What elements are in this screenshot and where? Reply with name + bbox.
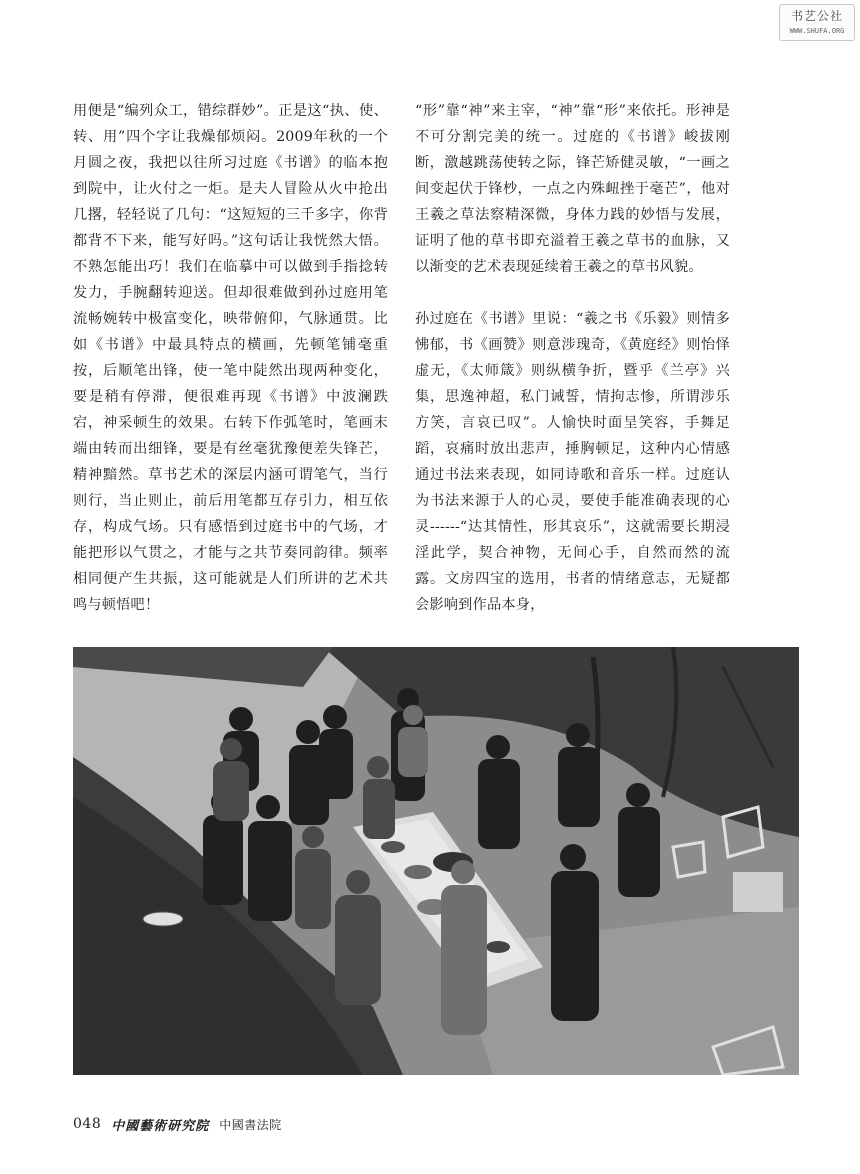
right-paragraph-1: “形”靠“神”来主宰，“神”靠“形”来依托。形神是不可分割完美的统一。过庭的《书谱》峻拔刚断，激越跳荡使转之际，锋芒矫健灵敏，“一画之间变起伏于锋杪，一点之内殊衄挫于毫芒”，他对王羲之草法察精深微，身体力践的妙悟与发展，证明了他的草书即充溢着王羲之草书的血脉，又以渐变的艺术表现延续着王羲之的草书风貌。 bbox=[415, 103, 730, 275]
right-paragraph-2: 孙过庭在《书谱》里说：“羲之书《乐毅》则情多怫郁，书《画赞》则意涉瑰奇，《黄庭经》则怡怿虚无，《太师箴》则纵横争折，暨乎《兰亭》兴集，思逸神超，私门诫誓，情拘志惨，所谓涉乐方笑，言哀已叹”。人愉快时面呈笑容，手舞足蹈，哀痛时放出悲声，捶胸顿足，这种内心情感通过书法来表现，如同诗歌和音乐一样。过庭认为书法来源于人的心灵，要使手能准确表现的心灵------“达其情性，形其哀乐”，这就需要长期浸淫此学，契合神物，无间心手，自然而然的流露。文房四宝的选用，书者的情绪意志，无疑都会影响到作品本身， bbox=[415, 311, 730, 613]
watermark-logo bbox=[779, 4, 855, 41]
group-photo-illustration bbox=[73, 647, 799, 1075]
school-name: 中國書法院 bbox=[219, 1117, 282, 1132]
watermark-url: WWW.SHUFA.ORG bbox=[789, 27, 845, 35]
left-text-column bbox=[73, 98, 388, 618]
group-photo bbox=[73, 647, 799, 1075]
institute-name: 中國藝術研究院 bbox=[111, 1118, 210, 1134]
right-text-column bbox=[415, 98, 730, 618]
left-paragraph: 用便是“编列众工，错综群妙”。正是这“执、使、转、用”四个字让我燥郁烦闷。2009年秋的一个月圆之夜，我把以往所习过庭《书谱》的临本抱到院中，让火付之一炬。是夫人冒险从火中抢出几撂，轻轻说了几句：“这短短的三千多字，你背都背不下来，能写好吗。”这句话让我恍然大悟。不熟怎能出巧！我们在临摹中可以做到手指捻转发力，手腕翻转迎送。但却很难做到孙过庭用笔流畅婉转中极富变化，映带俯仰，气脉通贯。比如《书谱》中最具特点的横画，先顿笔铺毫重按，后顺笔出锋，使一笔中陡然出现两种变化，要是稍有停滞，便很难再现《书谱》中波澜跌宕，神采顿生的效果。右转下作弧笔时，笔画末端由转而出细锋，要是有丝毫犹豫便差失锋芒，精神黯然。草书艺术的深层内涵可谓笔气，当行则行，当止则止，前后用笔都互存引力，相互依存，构成气场。只有感悟到过庭书中的气场，才能把形以气贯之，才能与之共节奏同韵律。频率相同便产生共振，这可能就是人们所讲的艺术共鸣与顿悟吧！ bbox=[73, 103, 388, 613]
page-footer bbox=[73, 1114, 282, 1134]
page-number: 048 bbox=[73, 1116, 102, 1132]
watermark-title: 书艺公社 bbox=[790, 9, 843, 23]
